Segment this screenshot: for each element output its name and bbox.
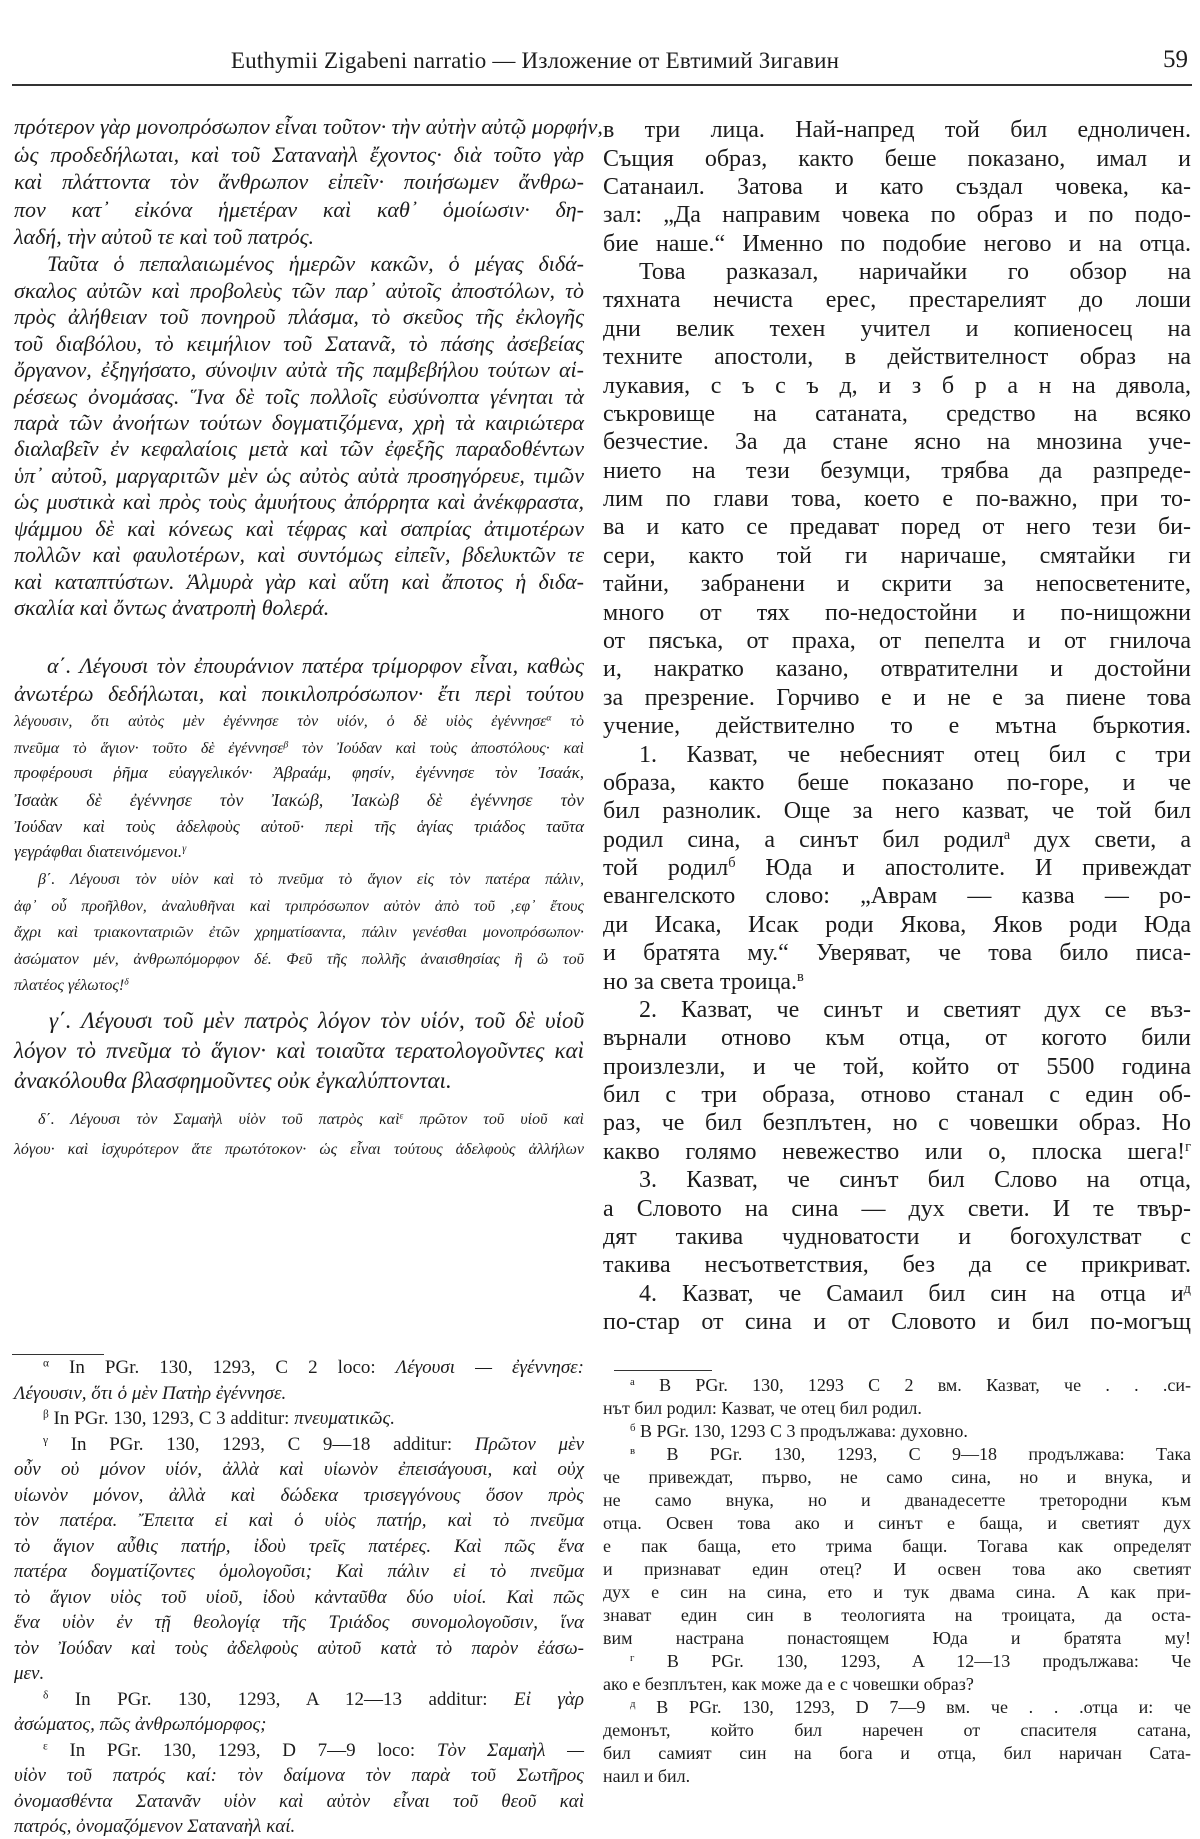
greek-text-line: ἄχρι καὶ τριακοντατριῶν ἐτῶν χρηματίσαντα, πάλιν γενέσθαι μονοπρόσωπον· xyxy=(14,924,584,942)
bulgarian-text-line: техните апостоли, в действителност образ на xyxy=(603,344,1191,371)
footnote-line xyxy=(14,1765,584,1788)
text-segment: In PGr. 130, 1293, A 12—13 additur: xyxy=(48,1688,515,1710)
greek-text-line xyxy=(14,842,584,862)
greek-text-line xyxy=(38,1110,584,1129)
footnote-marker: ε xyxy=(43,1740,48,1753)
greek-text-line: πον κατ᾽ εἰκόνα ἡμετέραν καὶ καθ᾽ ὁμοίωσιν· δη- xyxy=(14,196,584,222)
footnote-line xyxy=(630,1444,1191,1466)
bulgarian-text-line: тайни, забранени и скрити за непосветените, xyxy=(603,571,1191,598)
bulgarian-text-line: 2. Казват, че синът и светият дух се въз- xyxy=(639,996,1191,1023)
italic-greek-segment: υἱὸν τοῦ πατρός καί: τὸν δαίμονα τὸν παρὰ τοῦ Σωτῆρος xyxy=(14,1765,584,1787)
footnote-rule-left xyxy=(12,1354,104,1355)
greek-text-line xyxy=(14,976,584,995)
italic-greek-segment: πνευματικῶς. xyxy=(294,1408,395,1430)
footnote-line: че привеждат, първо, не само сина, но и внука, и xyxy=(603,1466,1191,1487)
footnote-line: нът бил родил: Казват, че отец бил родил. xyxy=(603,1397,922,1418)
footnote-line xyxy=(14,1638,584,1661)
bulgarian-text-line: 3. Казват, че синът бил Слово на отца, xyxy=(639,1167,1191,1194)
bulgarian-text-line: лим по глави това, което е по-важно, при то- xyxy=(603,486,1191,513)
greek-text-line: ρέσεως ὀνομάσας. Ἵνα δὲ τοῖς πολλοῖς εὐσύνοπτα γένηται τὰ xyxy=(14,383,584,409)
bulgarian-text-line: дни велик техен учител и копиеносец на xyxy=(603,315,1191,342)
greek-text-line: διαλαβεῖν ἐν κεφαλαίοις μετὰ καὶ τῶν ἐφεξῆς παραδοθέντων xyxy=(14,436,584,462)
greek-text-line: λόγον τὸ πνεῦμα τὸ ἅγιον· καὶ τοιαῦτα τερατολογοῦντες καὶ xyxy=(14,1037,584,1063)
footnote-line xyxy=(14,1663,584,1686)
footnote-rule-right xyxy=(614,1370,712,1371)
bulgarian-text-line: произлезли, и че той, който от 5500 година xyxy=(603,1053,1191,1080)
greek-text-line: πολλῶν καὶ φαυλοτέρων, καὶ συντόμως εἰπεῖν, βδελυκτῶν τε xyxy=(14,542,584,568)
footnote-marker: г xyxy=(1185,1138,1191,1155)
text-segment: πλατέος γέλωτος! xyxy=(14,977,125,995)
greek-text-line: σκαλία καὶ ὄντως ἀνατροπὴ θολερά. xyxy=(14,594,330,620)
bulgarian-text-line: сери, както той ги наричаше, смятайки ги xyxy=(603,542,1191,569)
bulgarian-text-line: раз, че бил безплътен, но с човешки образ. Но xyxy=(603,1110,1191,1137)
footnote-line: отца. Освен това ако и синът е баща, и светият дух xyxy=(603,1512,1191,1533)
greek-text-line: λαδή, τὴν αὐτοῦ τε καὶ τοῦ πατρός. xyxy=(14,224,315,250)
footnote-line xyxy=(43,1689,584,1712)
bulgarian-text-line: за презрение. Горчиво е и не е за пиене това xyxy=(603,684,1191,711)
footnote-marker: в xyxy=(797,968,804,985)
footnote-line xyxy=(630,1697,1191,1719)
greek-text-line: ἀνωτέρω δεδήλωται, καὶ ποικιλοπρόσωπον· ἔτι περὶ τούτου xyxy=(14,681,584,707)
greek-text-line: καὶ πλάττοντα τὸν ἄνθρωπον εἰπεῖν· ποιήσωμεν ἄνθρω- xyxy=(14,169,584,195)
bulgarian-text-line: и, накратко казано, отвратителни и достойни xyxy=(603,656,1191,683)
bulgarian-text-line: такива несъответствия, без да се прикриват. xyxy=(603,1252,1191,1279)
bulgarian-text-line: ди Исака, Исак роди Якова, Яков роди Юда xyxy=(603,911,1191,938)
greek-text-line xyxy=(14,712,584,731)
bulgarian-text-line: Същия образ, както беше показано, имал и xyxy=(603,145,1191,172)
footnote-line: знават един син в теологията на троицата, да оста- xyxy=(603,1604,1191,1625)
footnote-line xyxy=(14,1485,584,1508)
italic-greek-segment: Εἰ γὰρ xyxy=(514,1688,584,1710)
greek-text-line: ἀσώματον μέν, ἀνθρωπόμορφον δέ. Φεῦ τῆς πολλῆς ἀναισθησίας ἢ ὢ τοῦ xyxy=(14,950,584,968)
bulgarian-text-line: учение, действително то е мътна бъркотия. xyxy=(603,713,1191,740)
greek-text-line: ψάμμου δὲ καὶ κόνεως καὶ τέφρας καὶ σαπρίας ἀτιμοτέρων xyxy=(14,515,584,541)
footnote-marker: в xyxy=(630,1444,636,1457)
greek-text-line: α΄. Λέγουσι τὸν ἐπουράνιον πατέρα τρίμορφον εἶναι, καθὼς xyxy=(47,653,584,679)
text-segment: В PGr. 130, 1293 C 3 продължава: духовно. xyxy=(635,1420,968,1441)
text-segment: родил сина, а синът бил родил xyxy=(603,826,1004,853)
footnote-line xyxy=(630,1651,1191,1673)
italic-greek-segment: τὸν Ἰούδαν καὶ τοὺς ἀδελφοὺς αὐτοῦ κατὰ τὸ παρὸν ἐάσω- xyxy=(14,1637,584,1659)
greek-text-line: σκαλος αὐτῶν καὶ προβολεὺς τῶν παρ᾽ αὐτοῖς ἀποστόλων, τὸ xyxy=(14,277,584,303)
footnote-line: бил самият син на бога и отца, бил наричан Сата- xyxy=(603,1742,1191,1763)
bulgarian-text-line: евангелското слово: „Аврам — казва — ро- xyxy=(603,883,1191,910)
bulgarian-text-line xyxy=(603,1138,1191,1167)
footnote-line xyxy=(14,1510,584,1533)
footnote-line xyxy=(14,1791,584,1814)
greek-text-line: τοῦ διαβόλου, τὸ κειμήλιον τοῦ Σατανᾶ, τὸ πάσης ἀσεβείας xyxy=(14,330,584,356)
text-segment: γεγράφθαι διατεινόμενοι. xyxy=(14,842,183,862)
greek-text-line: ὡς μυστικὰ καὶ πρὸς τοὺς ἀμυήτους ἀπόρρητα καὶ ἀνέκφραστα, xyxy=(14,489,584,515)
bulgarian-text-line: Сатанаил. Затова и като създал човека, ка- xyxy=(603,173,1191,200)
footnote-line: вим настрана понастоящем Юда и братята му! xyxy=(603,1627,1191,1648)
footnote-line xyxy=(14,1536,584,1559)
footnote-marker: α xyxy=(43,1357,49,1370)
footnote-line xyxy=(630,1421,1191,1443)
text-segment: τὸν Ἰούδαν καὶ τοὺς ἀποστόλους· καὶ xyxy=(288,740,584,758)
bulgarian-text-line: бил с три образа, отново станал с един об- xyxy=(603,1082,1191,1109)
footnote-line: е пак баща, ето трима бащи. Тогава как определят xyxy=(603,1535,1191,1556)
italic-greek-segment: ἕνα υἱὸν ἐν τῇ θεολογίᾳ τῆς Τριάδος συνομολογοῦσιν, ἵνα xyxy=(14,1612,584,1634)
greek-text-line: ἀνακόλουθα βλασφημοῦντες οὐκ ἐγκαλύπτονται. xyxy=(14,1067,452,1093)
greek-text-line: πρὸς ἀλήθειαν τοῦ πονηροῦ πλάσμα, τὸ σκεῦος τῆς ἐκλογῆς xyxy=(14,304,584,330)
text-segment: дух свети, а xyxy=(1010,826,1191,853)
bulgarian-text-line: дят такива чудноватости и богохулстват с xyxy=(603,1223,1191,1250)
bulgarian-text-line: 1. Казват, че небесният отец бил с три xyxy=(639,741,1191,768)
greek-text-line: Ταῦτα ὁ πεπαλαιωμένος ἡμερῶν κακῶν, ὁ μέγας διδά- xyxy=(47,251,584,277)
footnote-line: наил и бил. xyxy=(603,1765,691,1786)
footnote-marker: γ xyxy=(43,1434,49,1447)
footnote-line xyxy=(43,1740,584,1763)
bulgarian-text-line: безчестие. За да стане ясно на мнозина уче- xyxy=(603,429,1191,456)
bulgarian-text-line: и братята му.“ Уверяват, че това било писа- xyxy=(603,940,1191,967)
footnote-line: ако е безплътен, как може да е с човешки образ? xyxy=(603,1673,974,1694)
footnote-line xyxy=(630,1375,1191,1397)
italic-greek-segment: μεν. xyxy=(14,1663,45,1685)
text-segment: В PGr. 130, 1293 C 2 вм. Казват, че . . .си- xyxy=(634,1374,1191,1395)
greek-text-line: ὡς προδεδήλωται, καὶ τοῦ Σαταναὴλ ἔχοντος· διὰ τοῦτο γὰρ xyxy=(14,141,584,167)
footnote-line xyxy=(14,1459,584,1482)
text-segment: 4. Казват, че Самаил бил син на отца и xyxy=(639,1280,1184,1307)
bulgarian-text-line xyxy=(603,854,1191,883)
text-segment: В PGr. 130, 1293, A 12—13 продължава: Че xyxy=(634,1650,1191,1671)
footnote-marker: а xyxy=(1003,826,1011,843)
footnote-marker: б xyxy=(728,855,736,872)
text-segment: In PGr. 130, 1293, C 9—18 additur: xyxy=(48,1433,475,1455)
footnote-line: не само внука, но и дванадесетте третородни към xyxy=(603,1489,1191,1510)
italic-greek-segment: Λέγουσιν, ὅτι ὁ μὲν Πατὴρ ἐγέννησε. xyxy=(14,1382,287,1404)
bulgarian-text-line: бие наше.“ Именно по подобие негово и на отца. xyxy=(603,230,1191,257)
footnote-line xyxy=(43,1408,584,1431)
text-segment: πνεῦμα τὸ ἅγιον· τοῦτο δὲ ἐγέννησε xyxy=(14,740,284,758)
text-segment: λέγουσιν, ὅτι αὐτὸς μὲν ἐγέννησε τὸν υἱόν, ὁ δὲ υἱὸς ἐγέννησε xyxy=(14,713,547,731)
footnote-marker: β xyxy=(283,739,289,751)
italic-greek-segment: πατέρα δογματίζοντες ὁμολογοῦσι; Καὶ πάλιν εἰ τὸ πνεῦμα xyxy=(14,1561,584,1583)
footnote-marker: δ xyxy=(43,1689,49,1702)
greek-text-line: καὶ καταπτύστων. Ἁλμυρὰ γὰρ καὶ αὕτη καὶ ἄποτος ἡ διδα- xyxy=(14,568,584,594)
bulgarian-text-line: тяхната нечиста ерес, престарелият до лоши xyxy=(603,287,1191,314)
bulgarian-text-line xyxy=(639,1280,1191,1309)
italic-greek-segment: Πρῶτον μὲν xyxy=(474,1433,584,1455)
footnote-line xyxy=(14,1383,584,1406)
italic-greek-segment: υἱωνὸν μόνον, ἀλλὰ καὶ δώδεκα τρισεγγόνους ὅσον πρὸς xyxy=(14,1484,584,1506)
footnote-line xyxy=(14,1587,584,1610)
greek-text-line: β΄. Λέγουσι τὸν υἱὸν καὶ τὸ πνεῦμα τὸ ἅγιον εἰς τὸν πατέρα πάλιν, xyxy=(38,871,584,889)
bulgarian-text-line: бил разнолик. Още за него казват, че той бил xyxy=(603,798,1191,825)
greek-text-line: ἀφ᾽ οὗ προῆλθον, ἀναλυθῆναι καὶ τριπρόσωπον αὐτὸν ἀπὸ τοῦ ‚εφ᾽ ἔτους xyxy=(14,897,584,915)
footnote-marker: β xyxy=(43,1408,49,1421)
bulgarian-text-line: зал: „Да направим човека по образ и по подо- xyxy=(603,202,1191,229)
greek-text-line: παρὰ τῶν ἀνοήτων τούτων δογματιζόμενα, χρὴ τὰ καιριώτερα xyxy=(14,409,584,435)
text-segment: τὸ xyxy=(551,713,584,731)
footnote-marker: г xyxy=(630,1651,635,1664)
footnote-line xyxy=(14,1816,584,1839)
bulgarian-text-line: от пясъка, от праха, от пепелта и от гнилоча xyxy=(603,627,1191,654)
bulgarian-text-line: много от тях по-недостойни и по-нищожни xyxy=(603,599,1191,626)
italic-greek-segment: τὸν πατέρα. Ἔπειτα εἰ καὶ ὁ υἱὸς πατήρ, καὶ τὸ πνεῦμα xyxy=(14,1510,584,1532)
bulgarian-text-line: върнали отново към отца, от когото били xyxy=(603,1025,1191,1052)
text-segment: В PGr. 130, 1293, D 7—9 вм. че . . .отца и: че xyxy=(635,1696,1191,1717)
footnote-line xyxy=(14,1714,584,1737)
bulgarian-text-line: ва и като се предават поред от него тези би- xyxy=(603,514,1191,541)
footnote-line: и признават един отец? И освен това ако светият xyxy=(603,1558,1191,1579)
bulgarian-text-line: а Словото на сина — дух свети. И те твър- xyxy=(603,1195,1191,1222)
italic-greek-segment: ὀνομασθέντα Σατανᾶν υἱὸν καὶ αὐτὸν εἶναι τοῦ θεοῦ καὶ xyxy=(14,1790,584,1812)
text-segment: какво голямо невежество или о, плоска шега! xyxy=(603,1138,1186,1165)
text-segment: In PGr. 130, 1293, C 2 loco: xyxy=(48,1357,396,1379)
footnote-line xyxy=(43,1357,584,1380)
greek-text-line xyxy=(14,739,584,758)
bulgarian-text-line: съкровище на сатаната, средство на всяко xyxy=(603,400,1191,427)
italic-greek-segment: τὸ ἅγιον υἱὸς τοῦ υἱοῦ, ἰδοὺ κἀνταῦθα δύο υἱοί. Καὶ πῶς xyxy=(14,1586,584,1608)
bulgarian-text-line: по-стар от сина и от Словото и бил по-могъщ xyxy=(603,1309,1191,1336)
footnote-marker: γ xyxy=(182,843,187,855)
bulgarian-text-line xyxy=(603,968,1191,997)
footnote-marker: д xyxy=(630,1697,636,1710)
footnote-marker: δ xyxy=(124,976,129,988)
italic-greek-segment: Τὸν Σαμαὴλ — xyxy=(436,1739,585,1761)
footnote-marker: д xyxy=(1183,1280,1191,1297)
text-segment: In PGr. 130, 1293, D 7—9 loco: xyxy=(47,1739,437,1761)
footnote-line: демонът, който бил наречен от спасителя сатана, xyxy=(603,1719,1191,1740)
greek-text-line: προφέρουσι ῥῆμα εὐαγγελικόν· Ἀβραάμ, φησίν, ἐγέννησε τὸν Ἰσαάκ, xyxy=(14,763,584,783)
text-segment: In PGr. 130, 1293, C 3 additur: xyxy=(48,1408,295,1430)
italic-greek-segment: Λέγουσι — ἐγέννησε: xyxy=(395,1357,584,1379)
greek-text-line: ὑπ᾽ αὐτοῦ, μαργαριτῶν μὲν ὡς αὐτὸς αὐτὰ προσηγόρευε, τιμῶν xyxy=(14,462,584,488)
italic-greek-segment: πατρός, ὀνομαζόμενον Σαταναὴλ καί. xyxy=(14,1816,296,1838)
greek-text-line: Ἰούδαν καὶ τοὺς ἀδελφοὺς αὐτοῦ· περὶ τῆς ἁγίας τριάδος ταῦτα xyxy=(14,817,584,837)
italic-greek-segment: τὸ ἅγιον αὖθις πατήρ, ἰδοὺ τρεῖς πατέρες. Καὶ πῶς ἕνα xyxy=(14,1535,584,1557)
greek-text-line: λόγου· καὶ ἰσχυρότερον ἅτε πρωτότοκον· ὡς εἶναι τούτους ἀδελφοὺς ἀλλήλων xyxy=(14,1141,584,1159)
footnote-marker: ε xyxy=(399,1110,404,1122)
bulgarian-text-line: нието на тези безумци, трябва да разпреде- xyxy=(603,457,1191,484)
greek-text-line: πρότερον γὰρ μονοπρόσωπον εἶναι τοῦτον· τὴν αὐτὴν αὐτῷ μορφήν, xyxy=(14,114,603,140)
bulgarian-text-line: в три лица. Най-напред той бил едноличен. xyxy=(603,117,1191,144)
bulgarian-text-line: образа, както беше показано по-горе, и че xyxy=(603,769,1191,796)
footnote-line xyxy=(14,1612,584,1635)
greek-text-line: Ἰσαὰκ δὲ ἐγέννησε τὸν Ἰακώβ, Ἰακὼβ δὲ ἐγέννησε τὸν xyxy=(14,789,584,810)
footnote-line xyxy=(14,1561,584,1584)
text-segment: той родил xyxy=(603,855,729,882)
text-segment: πρῶτον τοῦ υἱοῦ καὶ xyxy=(403,1111,585,1129)
bulgarian-text-line: лукавия, с ъ с ъ д, и з б р а н на дявола, xyxy=(603,372,1191,399)
footnote-marker: α xyxy=(546,712,552,724)
italic-greek-segment: ἀσώματος, πῶς ἀνθρωπόμορφος; xyxy=(14,1714,267,1736)
text-segment: δ΄. Λέγουσι τὸν Σαμαὴλ υἱὸν τοῦ πατρὸς καὶ xyxy=(38,1111,400,1129)
text-segment: но за света троица. xyxy=(603,968,798,995)
header-rule xyxy=(12,84,1192,86)
page-number: 59 xyxy=(1163,46,1188,73)
bulgarian-text-line: Това разказал, наричайки го обзор на xyxy=(639,259,1191,286)
footnote-line: дух е син на сина, ето и тук двама сина. А как при- xyxy=(603,1581,1191,1602)
greek-text-line: γ΄. Λέγουσι τοῦ μὲν πατρὸς λόγον τὸν υἱόν, τοῦ δὲ υἱοῦ xyxy=(49,1007,584,1033)
running-header-title: Euthymii Zigabeni narratio — Изложение от Евтимий Зигавин xyxy=(230,48,840,73)
italic-greek-segment: οὖν οὐ μόνον υἱόν, ἀλλὰ καὶ υἱωνὸν ἐπεισάγουσι, καὶ οὐχ xyxy=(14,1459,584,1481)
greek-text-line: ὄργανον, ἐξηγήσατο, σύνοψιν αὐτὰ τῆς παμβεβήλου τούτων αἱ- xyxy=(14,357,584,383)
bulgarian-text-line xyxy=(603,826,1191,855)
footnote-line xyxy=(43,1434,584,1457)
footnote-marker: б xyxy=(630,1421,636,1434)
text-segment: Юда и апостолите. И привеждат xyxy=(735,855,1192,882)
text-segment: В PGr. 130, 1293, C 9—18 продължава: Така xyxy=(635,1443,1191,1464)
footnote-marker: а xyxy=(630,1375,635,1388)
